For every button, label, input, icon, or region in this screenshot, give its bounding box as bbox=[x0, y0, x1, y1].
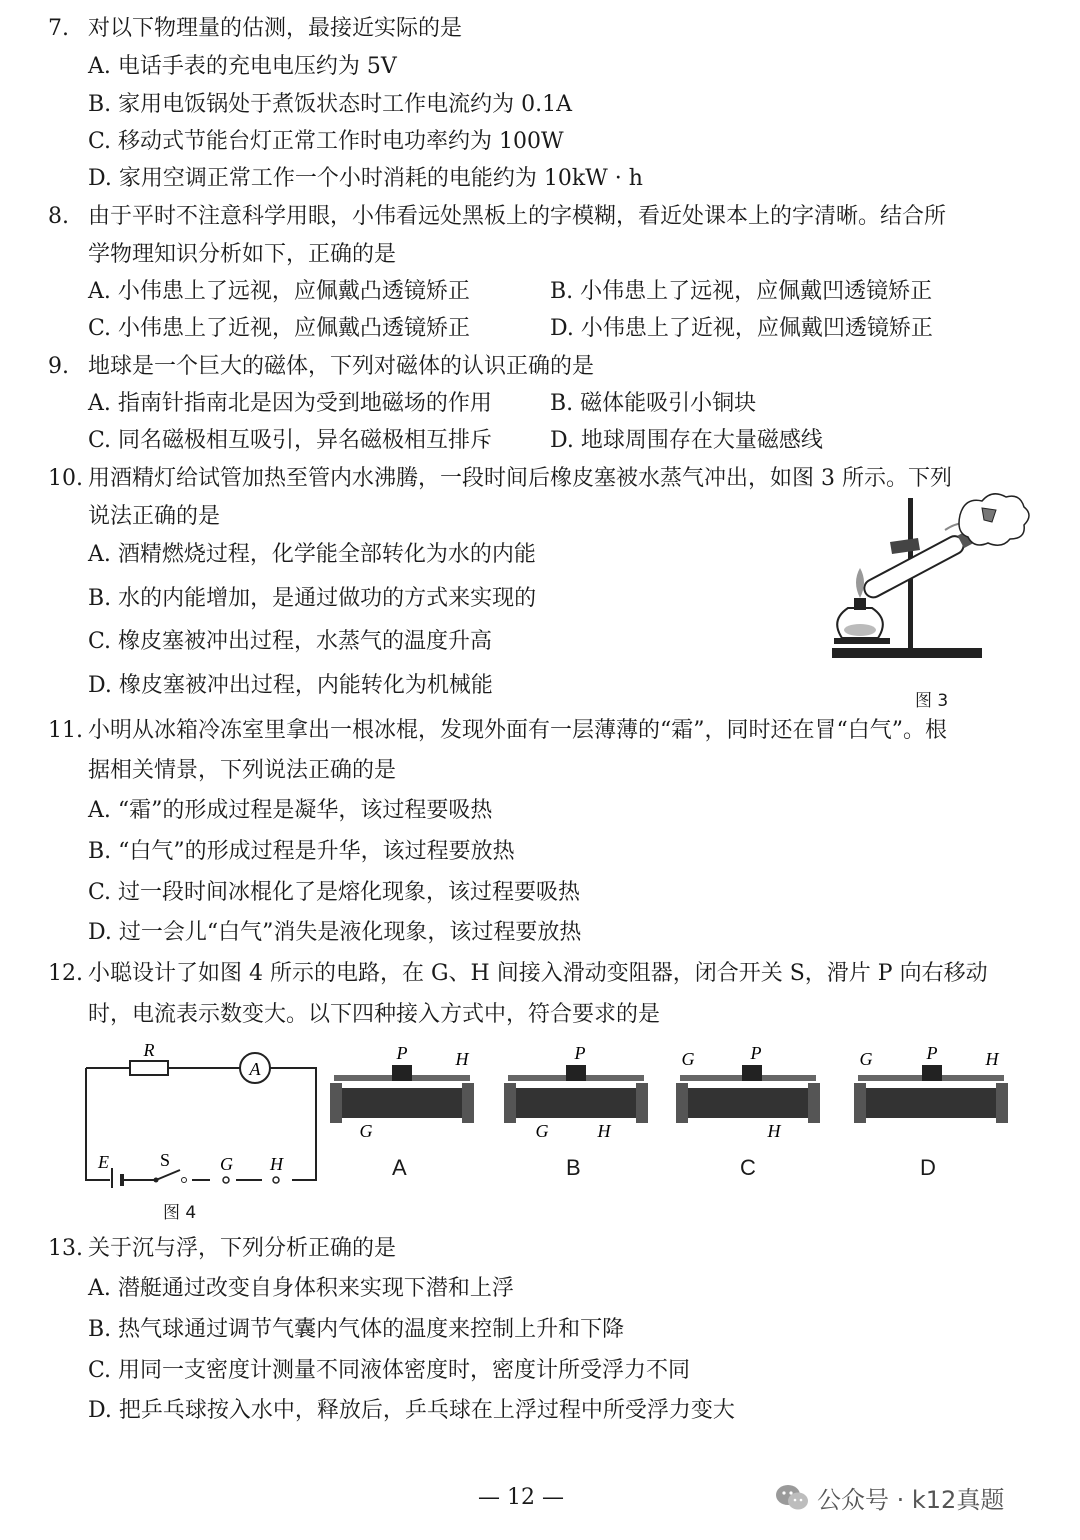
question-stem: 对以下物理量的估测，最接近实际的是 bbox=[88, 16, 463, 41]
terminal-label: H bbox=[455, 1049, 469, 1069]
rheostat-option-b-label: B bbox=[566, 1155, 581, 1180]
option-d: D. 家用空调正常工作一个小时消耗的电能约为 10kW · h bbox=[88, 166, 643, 191]
question-number: 12. bbox=[48, 961, 83, 986]
terminal-label: H bbox=[767, 1121, 781, 1141]
terminal-label: G bbox=[535, 1121, 549, 1141]
option-d: D. 地球周围存在大量磁感线 bbox=[550, 428, 823, 453]
terminal-label: G bbox=[859, 1049, 873, 1069]
option-a: A. 小伟患上了远视，应佩戴凸透镜矫正 bbox=[88, 279, 470, 304]
option-a: A. 指南针指南北是因为受到地磁场的作用 bbox=[88, 391, 492, 416]
question-stem: 地球是一个巨大的磁体，下列对磁体的认识正确的是 bbox=[88, 354, 595, 379]
rheostat-option-d-label: D bbox=[920, 1155, 936, 1180]
terminal-label: P bbox=[926, 1043, 938, 1063]
watermark-text: 公众号 · k12真题 bbox=[817, 1486, 1005, 1514]
option-d: D. 过一会儿“白气”消失是液化现象，该过程要放热 bbox=[88, 920, 582, 945]
terminal-label: G bbox=[359, 1121, 373, 1141]
question-number: 7. bbox=[48, 16, 69, 41]
option-a: A. 酒精燃烧过程，化学能全部转化为水的内能 bbox=[88, 542, 536, 567]
resistor-label: R bbox=[143, 1040, 155, 1060]
option-a: A. 电话手表的充电电压约为 5V bbox=[88, 54, 397, 79]
switch-label: S bbox=[160, 1150, 171, 1170]
switch-s bbox=[156, 1170, 180, 1180]
option-b: B. 热气球通过调节气囊内气体的温度来控制上升和下降 bbox=[88, 1317, 625, 1342]
rheostat-option-d bbox=[846, 1043, 1016, 1143]
option-c: C. 橡皮塞被冲出过程，水蒸气的温度升高 bbox=[88, 629, 493, 654]
question-number: 9. bbox=[48, 354, 69, 379]
option-a: A. “霜”的形成过程是凝华，该过程要吸热 bbox=[88, 798, 493, 823]
battery-label: E bbox=[98, 1152, 109, 1172]
terminal-label: H bbox=[597, 1121, 611, 1141]
wechat-icon bbox=[775, 1484, 809, 1512]
rheostat-option-b bbox=[496, 1043, 656, 1143]
ammeter-label: A bbox=[249, 1059, 261, 1079]
terminal-label: P bbox=[396, 1043, 408, 1063]
option-d: D. 小伟患上了近视，应佩戴凹透镜矫正 bbox=[550, 316, 933, 341]
question-stem: 关于沉与浮，下列分析正确的是 bbox=[88, 1236, 397, 1261]
flame bbox=[856, 568, 864, 598]
option-c: C. 用同一支密度计测量不同液体密度时，密度计所受浮力不同 bbox=[88, 1358, 691, 1383]
rheostat-option-c-label: C bbox=[740, 1155, 756, 1180]
option-c: C. 过一段时间冰棍化了是熔化现象，该过程要吸热 bbox=[88, 880, 581, 905]
question-stem: 由于平时不注意科学用眼，小伟看远处黑板上的字模糊，看近处课本上的字清晰。结合所 bbox=[88, 204, 947, 229]
rheostat-option-a bbox=[322, 1043, 482, 1143]
option-b: B. “白气”的形成过程是升华，该过程要放热 bbox=[88, 839, 515, 864]
stand-base bbox=[832, 648, 982, 658]
terminal-label: H bbox=[985, 1049, 999, 1069]
resistor-r bbox=[130, 1061, 168, 1075]
question-stem: 用酒精灯给试管加热至管内水沸腾，一段时间后橡皮塞被水蒸气冲出，如图 3 所示。下列 bbox=[88, 466, 952, 491]
option-c: C. 移动式节能台灯正常工作时电功率约为 100W bbox=[88, 129, 564, 154]
clamp bbox=[890, 538, 920, 554]
question-number: 8. bbox=[48, 204, 69, 229]
option-d: D. 把乒乓球按入水中，释放后，乒乓球在上浮过程中所受浮力变大 bbox=[88, 1398, 735, 1423]
terminal-label: P bbox=[574, 1043, 586, 1063]
option-d: D. 橡皮塞被冲出过程，内能转化为机械能 bbox=[88, 673, 493, 698]
figure-3-apparatus bbox=[820, 490, 1035, 675]
question-stem: 小明从冰箱冷冻室里拿出一根冰棍，发现外面有一层薄薄的“霜”，同时还在冒“白气”。根 bbox=[88, 718, 947, 743]
question-stem-continued: 说法正确的是 bbox=[88, 504, 221, 529]
watermark bbox=[775, 1480, 1004, 1515]
figure-3-caption: 图 3 bbox=[915, 691, 949, 711]
page-number: — 12 — bbox=[478, 1485, 564, 1510]
question-number: 13. bbox=[48, 1236, 83, 1261]
option-b: B. 水的内能增加，是通过做功的方式来实现的 bbox=[88, 586, 537, 611]
question-stem: 小聪设计了如图 4 所示的电路，在 G、H 间接入滑动变阻器，闭合开关 S，滑片 P 向右移动 bbox=[88, 961, 988, 986]
option-b: B. 家用电饭锅处于煮饭状态时工作电流约为 0.1A bbox=[88, 92, 573, 117]
question-stem-continued: 时，电流表示数变大。以下四种接入方式中，符合要求的是 bbox=[88, 1002, 661, 1027]
option-c: C. 同名磁极相互吸引，异名磁极相互排斥 bbox=[88, 428, 493, 453]
terminal-h-label: H bbox=[270, 1154, 283, 1174]
steam-cloud bbox=[959, 494, 1029, 545]
question-number: 11. bbox=[48, 718, 83, 743]
question-number: 10. bbox=[48, 466, 83, 491]
terminal-g-label: G bbox=[220, 1154, 233, 1174]
figure-4-circuit bbox=[80, 1038, 325, 1188]
option-b: B. 小伟患上了远视，应佩戴凹透镜矫正 bbox=[550, 279, 933, 304]
rheostat-option-a-label: A bbox=[392, 1155, 407, 1180]
terminal-label: G bbox=[681, 1049, 695, 1069]
terminal-label: P bbox=[750, 1043, 762, 1063]
option-b: B. 磁体能吸引小铜块 bbox=[550, 391, 757, 416]
option-a: A. 潜艇通过改变自身体积来实现下潜和上浮 bbox=[88, 1276, 514, 1301]
question-stem-continued: 学物理知识分析如下，正确的是 bbox=[88, 242, 397, 267]
rheostat-option-c bbox=[668, 1043, 828, 1143]
option-c: C. 小伟患上了近视，应佩戴凸透镜矫正 bbox=[88, 316, 471, 341]
question-stem-continued: 据相关情景，下列说法正确的是 bbox=[88, 758, 397, 783]
figure-4-caption: 图 4 bbox=[163, 1203, 197, 1223]
